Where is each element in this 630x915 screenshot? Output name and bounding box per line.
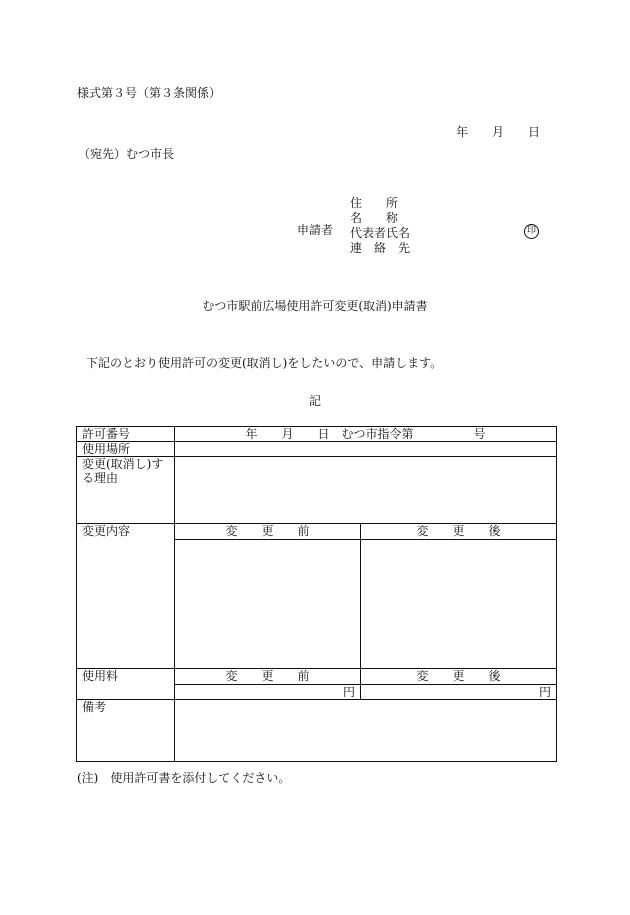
fee-before-header: 変 更 前 (175, 669, 361, 685)
reason-label: 変更(取消し)する理由 (77, 457, 175, 524)
body-text: 下記のとおり使用許可の変更(取消し)をしたいので、申請します。 (86, 356, 443, 370)
field-name-label: 名 称 (350, 211, 399, 225)
field-contact-label: 連 絡 先 (350, 241, 411, 255)
place-field[interactable] (175, 442, 557, 457)
field-representative-label: 代表者氏名 (350, 226, 411, 240)
remarks-field[interactable] (175, 700, 557, 762)
applicant-label: 申請者 (297, 223, 334, 237)
change-content-label: 変更内容 (77, 524, 175, 669)
applicant-fields (350, 196, 410, 256)
fee-before-field[interactable]: 円 (175, 685, 361, 700)
permit-number-label: 許可番号 (77, 427, 175, 442)
fee-label: 使用料 (77, 669, 175, 700)
ki-heading: 記 (308, 394, 321, 408)
fee-after-header: 変 更 後 (361, 669, 557, 685)
document-title: むつ市駅前広場使用許可変更(取消)申請書 (202, 299, 428, 313)
field-address-label: 住 所 (350, 196, 399, 210)
change-before-field[interactable] (175, 540, 361, 669)
change-after-field[interactable] (361, 540, 557, 669)
change-before-header: 変 更 前 (175, 524, 361, 540)
application-table (76, 426, 557, 762)
reason-field[interactable] (175, 457, 557, 524)
fee-after-field[interactable]: 円 (361, 685, 557, 700)
addressee: （宛先）むつ市長 (78, 147, 175, 161)
permit-number-value[interactable]: 年 月 日 むつ市指令第 号 (175, 427, 557, 442)
place-label: 使用場所 (77, 442, 175, 457)
change-after-header: 変 更 後 (361, 524, 557, 540)
date-line: 年 月 日 (456, 125, 541, 139)
footer-note: (注) 使用許可書を添付してください。 (77, 771, 291, 785)
seal-mark: 印 (524, 224, 539, 239)
form-number: 様式第３号（第３条関係） (77, 86, 222, 100)
remarks-label: 備考 (77, 700, 175, 762)
